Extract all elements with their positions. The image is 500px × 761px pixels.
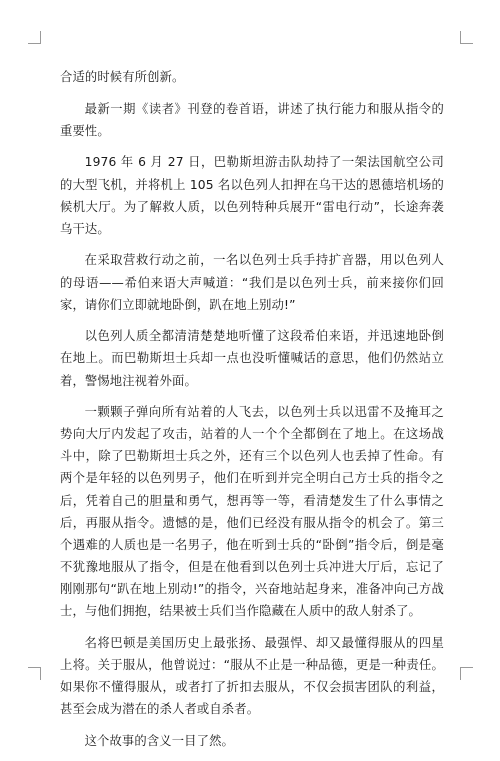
paragraph-patton: 名将巴顿是美国历史上最张扬、最强悍、却又最懂得服从的四星上将。关于服从，他曾说过：“服从不止是一种品德，更是一种责任。如果你不懂得服从，或者打了折扣去服从，不仅会损害团队的利益，甚至会成为潜在的杀人者或自杀者。 — [60, 635, 444, 716]
paragraph-battle: 一颗颗子弹向所有站着的人飞去，以色列士兵以迅雷不及掩耳之势向大厅内发起了攻击，站着的人一个个全都倒在了地上。在这场战斗中，除了巴勒斯坦士兵之外，还有三个以色列人也丢掉了性命。有两个是年轻的以色列男子，他们在听到并完全明白己方士兵的指令之后，凭着自己的胆量和勇气，想再等一等，看清楚发生了什么事情之后，再服从指令。遗憾的是，他们已经没有服从指令的机会了。第三个遇难的人质也是一名男子，他在听到士兵的“卧倒”指令后，倒是毫不犹豫地服从了指令，但是在他看到以色列士兵冲进大厅后，忘记了刚刚那句“趴在地上别动!”的指令，兴奋地站起身来，准备冲向己方战士，与他们拥抱，结果被士兵们当作隐藏在人质中的敌人射杀了。 — [60, 405, 444, 619]
crop-mark-top-right — [460, 31, 473, 44]
paragraph-hijacking: 1976 年 6 月 27 日，巴勒斯坦游击队劫持了一架法国航空公司的大型飞机，并将机上 105 名以色列人扣押在乌干达的恩德培机场的候机大厅。为了解救人质，以色列特种兵展开“雷电行动”，长途奔袭乌干达。 — [60, 155, 444, 236]
crop-mark-top-left — [28, 31, 41, 44]
paragraph-intro: 最新一期《读者》刊登的卷首语，讲述了执行能力和服从指令的重要性。 — [60, 101, 444, 138]
paragraph-hostages-lie-down: 以色列人质全都清清楚楚地听懂了这段希伯来语，并迅速地卧倒在地上。而巴勒斯坦士兵却一点也没听懂喊话的意思，他们仍然站立着，警惕地注视着外面。 — [60, 329, 444, 388]
crop-mark-bottom-right — [460, 667, 473, 680]
paragraph-loudspeaker: 在采取营救行动之前，一名以色列士兵手持扩音器，用以色列人的母语——希伯来语大声喊道：“我们是以色列士兵，前来接你们回家，请你们立即就地卧倒，趴在地上别动!” — [60, 253, 444, 312]
paragraph-continuation: 合适的时候有所创新。 — [60, 70, 185, 84]
paragraph-conclusion: 这个故事的含义一目了然。 — [84, 733, 234, 748]
crop-mark-bottom-left — [28, 667, 41, 680]
document-body — [60, 66, 444, 761]
